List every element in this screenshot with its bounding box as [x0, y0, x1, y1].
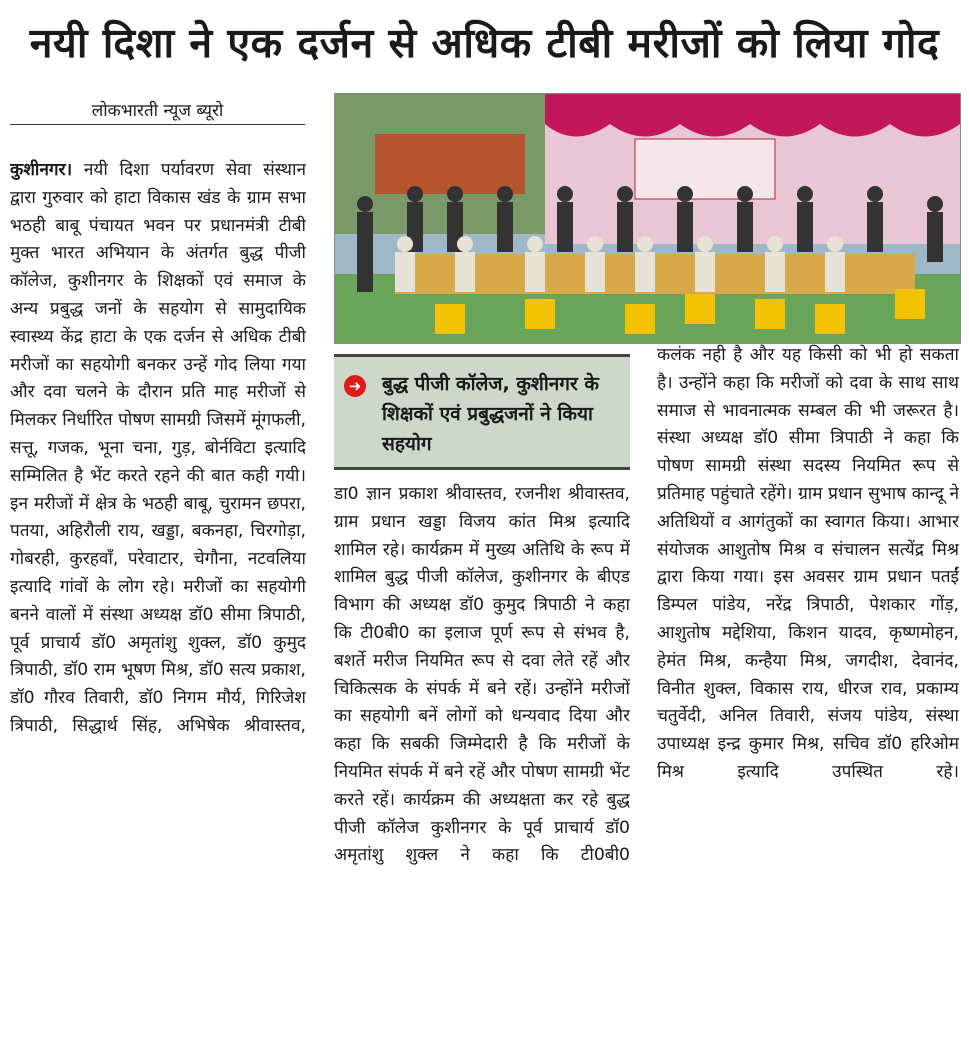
subheading-text: बुद्ध पीजी कॉलेज, कुशीनगर के शिक्षकों एवं प्रबुद्धजनों ने किया सहयोग — [382, 373, 599, 455]
dateline-place: कुशीनगर। — [10, 160, 73, 180]
arrow-right-circle-icon: ➜ — [344, 375, 366, 397]
event-photo-illustration — [335, 94, 960, 343]
byline-divider — [10, 124, 305, 125]
article-column-1 — [10, 157, 306, 1053]
headline: नयी दिशा ने एक दर्जन से अधिक टीबी मरीजों को लिया गोद — [29, 19, 940, 67]
article-text-3: कलंक नही है और यह किसी को भी हो सकता है। उन्होंने कहा कि मरीजों को दवा के साथ साथ समाज से भावनात्मक सम्बल की भी जरूरत है।संस्था अध्यक्ष डॉ0 सीमा त्रिपाठी ने कहा कि पोषण सामग्री संस्था सदस्य नियमित रूप से प्रतिमाह पहुंचाते रहेंगे। ग्राम प्रधान सुभाष कान्दू ने अतिथियों व आगंतुकों का स्वागत किया। आभार संयोजक आशुतोष मिश्र व संचालन सत्येंद्र मिश्र द्वारा किया गया। इस अवसर ग्राम प्रधान पतईं डिम्पल पांडेय, नरेंद्र त्रिपाठी, पेशकार गोंड़, आशुतोष मद्देशिया, किशन यादव, कृष्णमोहन, हेमंत मिश्र, कन्हैया मिश्र, जगदीश, देवानंद, विनीत शुक्ल, विकास राय, धीरज राव, प्रकाम्य चतुर्वेदी, अनिल तिवारी, संजय पांडेय, संस्था उपाध्यक्ष इन्द्र कुमार मिश्र, सचिव डॉ0 हरिओम मिश्र इत्यादि उपस्थित रहे। — [657, 345, 959, 782]
article-text-2: डा0 ज्ञान प्रकाश श्रीवास्तव, रजनीश श्रीवास्तव, ग्राम प्रधान खड्डा विजय कांत मिश्र इत्यादि शामिल रहे। कार्यक्रम में मुख्य अतिथि के रूप में शामिल बुद्ध पीजी कॉलेज, कुशीनगर के बीएड विभाग की अध्यक्ष डॉ0 कुमुद त्रिपाठी ने कहा कि टी0बी0 का इलाज पूर्ण रूप से संभव है, बशर्ते मरीज नियमित रूप से दवा लेते रहें और चिकित्सक के संपर्क में बने रहें। उन्होंने मरीजों का सहयोगी बनें लोगों को धन्यवाद दिया और कहा कि सबकी जिम्मेदारी है कि मरीजों के नियमित संपर्क में बने रहें और पोषण सामग्री भेंट करते रहें। कार्यक्रम की अध्यक्षता कर रहे बुद्ध पीजी कॉलेज कुशीनगर के पूर्व प्राचार्य डॉ0 अमृतांशु शुक्ल ने कहा कि टी0बी0 — [334, 484, 630, 866]
byline: लोकभारती न्यूज ब्यूरो — [91, 101, 224, 121]
event-photo — [334, 93, 961, 344]
article-column-2 — [334, 481, 630, 1053]
article-text-1: नयी दिशा पर्यावरण सेवा संस्थान द्वारा गुरुवार को हाटा विकास खंड के ग्राम सभा भठही बाबू पंचायत भवन पर प्रधानमंत्री टीबी मुक्त भारत अभियान के अंतर्गत बुद्ध पीजी कॉलेज, कुशीनगर के शिक्षकों एवं समाज के अन्य प्रबुद्ध जनों के सहयोग से सामुदायिक स्वास्थ्य केंद्र हाटा के एक दर्जन से अधिक टीबी मरीजों का सहयोगी बनकर उन्हें गोद लिया गया और दवा चलने के दौरान प्रति माह मरीजों से मिलकर निर्धारित पोषण सामग्री जिसमें मूंगफली, सत्तू, गजक, भूना चना, गुड़, बोर्नविटा इत्यादि सम्मिलित है भेंट करते रहने की बात कही गयी। इन मरीजों में क्षेत्र के भठही बाबू, चुरामन छपरा, पतया, अहिरौली राय, खड्डा, बकनहा, चिरगोड़ा, गोबरही, कुरहवाँ, परेवाटार, चेगौना, नटवलिया इत्यादि गांवों के लोग रहे। मरीजों का सहयोगी बनने वालों में संस्था अध्यक्ष डॉ0 सीमा त्रिपाठी, पूर्व प्राचार्य डॉ0 अमृतांशु शुक्ल, डॉ0 कुमुद त्रिपाठी, डॉ0 राम भूषण मिश्र, डॉ0 सत्य प्रकाश, डॉ0 गौरव तिवारी, डॉ0 निगम मौर्य, गिरिजेश त्रिपाठी, सिद्धार्थ सिंह, अभिषेक श्रीवास्तव, — [10, 160, 306, 736]
article-column-3 — [657, 342, 959, 1053]
subheading-box — [334, 354, 630, 470]
